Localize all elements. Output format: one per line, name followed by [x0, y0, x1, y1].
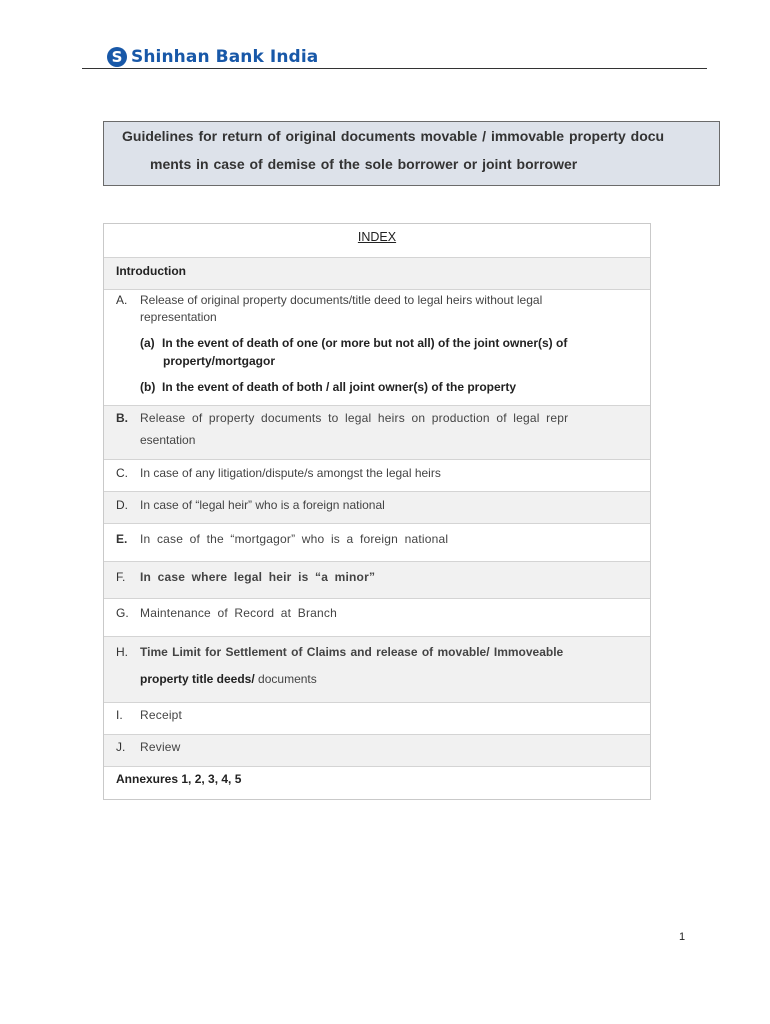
brand-name: Shinhan Bank India	[131, 47, 319, 67]
bank-logo	[107, 44, 318, 70]
page-number: 1	[679, 931, 686, 943]
index-item-text: Maintenance of Record at Branch	[140, 606, 337, 620]
index-row-a	[104, 289, 650, 405]
index-item-text-cont: esentation	[140, 433, 196, 447]
index-row-introduction	[104, 257, 650, 289]
index-table	[103, 223, 651, 800]
document-title-line-2: ments in case of demise of the sole borrower or joint borrower	[150, 156, 578, 172]
subitem-marker: (b)	[140, 380, 156, 394]
index-letter: H.	[116, 645, 128, 659]
index-row-i	[104, 702, 650, 734]
subitem-text: In the event of death of one (or more but not all) of the joint owner(s) of	[162, 336, 568, 350]
index-row-e	[104, 523, 650, 561]
index-item-text: In case of the “mortgagor” who is a foreign national	[140, 532, 449, 546]
subitem-marker: (a)	[140, 336, 155, 350]
subitem-text-cont: property/mortgagor	[163, 354, 276, 368]
index-letter: G.	[116, 606, 129, 620]
index-item-text-cont: representation	[140, 310, 217, 324]
index-row-annexures	[104, 766, 650, 799]
subitem-text: In the event of death of both / all joint owner(s) of the property	[162, 380, 516, 394]
index-item-text-rest: documents	[258, 672, 317, 686]
shinhan-logo-icon: S	[107, 47, 127, 67]
document-title-box	[103, 121, 720, 186]
index-item-text-bold: property title deeds/	[140, 672, 255, 686]
index-item-text-cont	[140, 672, 317, 686]
index-letter: I.	[116, 708, 123, 722]
index-item-text: In case of any litigation/dispute/s amongst the legal heirs	[140, 466, 441, 480]
index-letter: J.	[116, 740, 126, 754]
index-item-text: In case where legal heir is “a minor”	[140, 570, 376, 584]
index-row-d	[104, 491, 650, 523]
index-item-text: Release of property documents to legal heirs on production of legal repr	[140, 411, 569, 425]
index-letter: F.	[116, 570, 126, 584]
index-letter: C.	[116, 466, 128, 480]
document-title-line-1: Guidelines for return of original documents movable / immovable property docu	[122, 128, 665, 144]
index-item-text: Receipt	[140, 708, 183, 722]
annexures-label: Annexures 1, 2, 3, 4, 5	[116, 772, 242, 786]
index-letter: D.	[116, 498, 128, 512]
index-letter: A.	[116, 293, 128, 307]
index-item-text: Time Limit for Settlement of Claims and release of movable/ Immoveable	[140, 645, 564, 659]
index-row-f	[104, 561, 650, 598]
index-heading: INDEX	[357, 230, 397, 244]
index-item-text: In case of “legal heir” who is a foreign national	[140, 498, 385, 512]
header-divider	[82, 68, 707, 69]
index-row-h	[104, 636, 650, 702]
index-heading-row	[104, 224, 650, 257]
index-letter: E.	[116, 532, 128, 546]
index-row-g	[104, 598, 650, 636]
index-row-c	[104, 459, 650, 491]
index-letter: B.	[116, 411, 128, 425]
index-item-text: Review	[140, 740, 181, 754]
index-item-text: Release of original property documents/title deed to legal heirs without legal	[140, 293, 543, 307]
index-row-b	[104, 405, 650, 459]
index-row-j	[104, 734, 650, 766]
introduction-label: Introduction	[116, 264, 186, 278]
